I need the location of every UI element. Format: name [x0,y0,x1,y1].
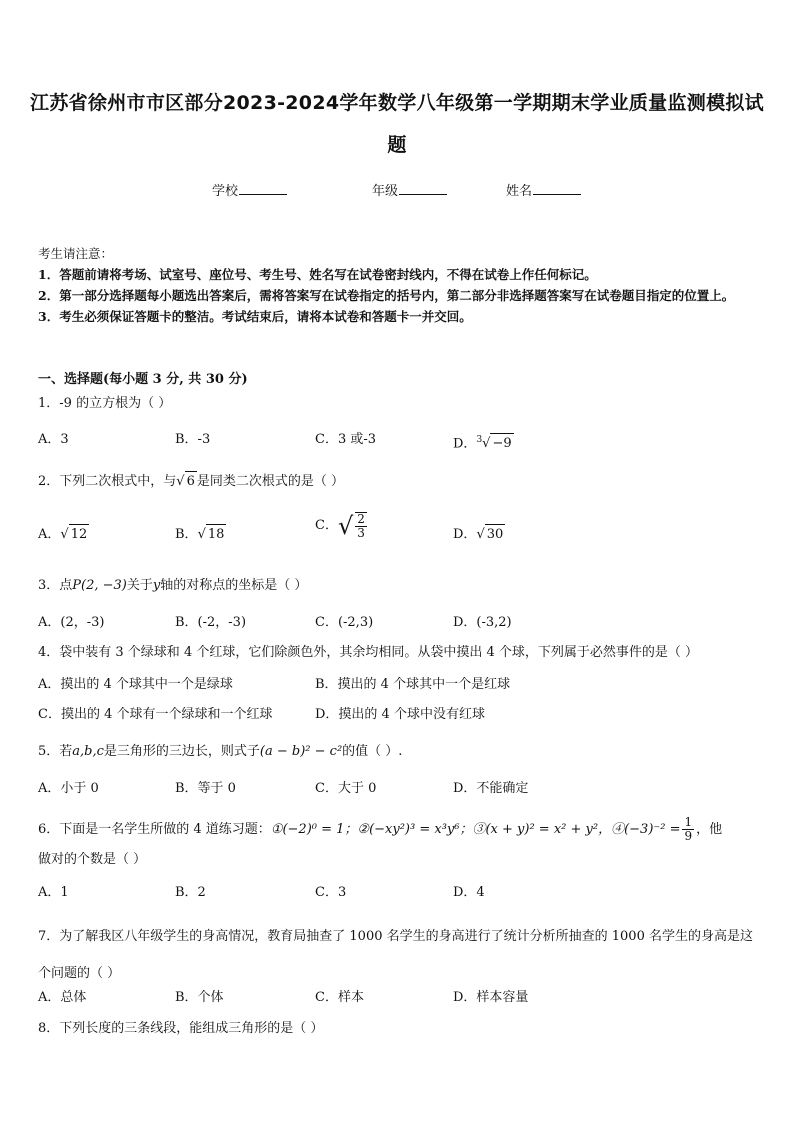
question-1-option-c[interactable]: C．3 或-3 [315,432,377,447]
question-5-stem [38,742,760,762]
question-2-option-b[interactable] [175,524,226,545]
question-3-pre: 3．点 [38,578,73,593]
question-5-option-b[interactable]: B．等于 0 [175,781,236,796]
question-7-option-a[interactable]: A．总体 [38,990,87,1005]
question-2-option-c[interactable] [315,512,369,540]
question-3-mid: 关于 [126,578,153,593]
question-2-option-c-sqrt-sign: √ [337,512,354,540]
question-5-option-a[interactable]: A．小于 0 [38,781,99,796]
question-6-exercise-1: ①(−2)⁰ = 1； [270,822,358,837]
school-label: 学校 [212,184,239,199]
notice-item-2: 2．第一部分选择题每小题选出答案后，需将答案写在试卷指定的括号内，第二部分非选择题答案写在试卷题目指定的位置上。 [38,288,735,303]
question-4-stem: 4．袋中装有 3 个绿球和 4 个红球，它们除颜色外，其余均相同。从袋中摸出 4 个球，下列属于必然事件的是（ ） [38,645,699,660]
question-7-option-c[interactable]: C．样本 [315,990,364,1005]
question-7-option-b[interactable]: B．个体 [175,990,224,1005]
question-2-option-b-radical: √ 18 [198,524,227,545]
question-2-option-b-prefix: B． [175,527,198,542]
notice-block [38,243,760,327]
question-2-option-c-fraction: $\frac{2}{3}$ [357,512,365,540]
question-2-option-d[interactable] [453,524,505,545]
exam-title-line1: 江苏省徐州市市区部分2023-2024学年数学八年级第一学期期末学业质量监测模拟试 [30,92,764,114]
question-3-option-a[interactable]: A．(2，-3) [38,615,105,630]
question-7-stem: 7．为了解我区八年级学生的身高情况，教育局抽查了 1000 名学生的身高进行了统计分析所抽查的 1000 名学生的身高是这个问题的（ ） [38,929,753,981]
question-2-option-a-radical: √ 12 [60,524,89,545]
question-6-line-2: 做对的个数是（ ） [38,852,147,867]
question-6-exercise-3: ③(x + y)² = x² + y²， [472,822,612,837]
grade-label: 年级 [372,184,399,199]
question-6-option-d[interactable]: D．4 [453,885,485,900]
question-3-post: 轴的对称点的坐标是（ ） [160,578,308,593]
notice-item-1: 1．答题前请将考场、试室号、座位号、考生号、姓名写在试卷密封线内，不得在试卷上作任何标记。 [38,267,597,282]
question-5-vars: a,b,c [72,744,104,759]
cube-root-index: 3 [476,435,483,445]
question-3-option-b[interactable]: B．(-2，-3) [175,615,247,630]
school-blank[interactable] [239,182,287,195]
question-3-axis: y [152,578,161,593]
question-4-option-a[interactable]: A．摸出的 4 个球其中一个是绿球 [38,677,233,692]
question-6-exercise-4-fraction: $\frac{1}{9}$ [684,815,693,843]
question-2-stem [38,471,760,492]
question-1-option-a[interactable]: A．3 [38,432,69,447]
question-2-option-d-radical: √ 30 [476,524,505,545]
question-2-option-d-prefix: D． [453,527,477,542]
question-5-post: 的值（ ）. [342,744,403,759]
question-2-option-c-prefix: C． [315,518,338,533]
question-4-option-c[interactable]: C．摸出的 4 个球有一个绿球和一个红球 [38,707,273,722]
question-3-option-c[interactable]: C．(-2,3) [315,615,374,630]
question-5-option-d[interactable]: D．不能确定 [453,781,529,796]
question-6-option-a[interactable]: A．1 [38,885,69,900]
question-1-stem: 1．-9 的立方根为（ ） [38,396,172,411]
cube-root-radical: √ −9 [482,433,513,454]
question-6-stem [38,816,760,843]
question-3-point: P(2, −3) [72,578,127,593]
notice-item-3: 3．考生必须保证答题卡的整洁。考试结束后，请将本试卷和答题卡一并交回。 [38,309,472,324]
question-2-option-a-prefix: A． [38,527,61,542]
question-1-option-d[interactable] [453,430,514,454]
question-6-post: ，他 [696,822,723,837]
question-4-option-b[interactable]: B．摸出的 4 个球其中一个是红球 [315,677,511,692]
question-5-pre: 5．若 [38,744,73,759]
question-6-exercise-4: ④(−3)⁻² = [611,822,681,837]
question-6-exercise-2: ②(−xy²)³ = x³y⁶； [357,822,473,837]
question-4-option-d[interactable]: D．摸出的 4 个球中没有红球 [315,707,485,722]
question-8-stem: 8．下列长度的三条线段，能组成三角形的是（ ） [38,1021,324,1036]
question-6-pre: 6．下面是一名学生所做的 4 道练习题： [38,822,271,837]
question-5-mid: 是三角形的三边长，则式子 [103,744,260,759]
question-3-option-d[interactable]: D．(-3,2) [453,615,512,630]
question-2-post: 是同类二次根式的是（ ） [196,474,344,489]
question-2-pre: 2．下列二次根式中，与 [38,474,177,489]
question-2-radical: √ 6 [176,471,197,492]
name-field[interactable] [506,180,581,199]
question-1-option-d-prefix: D． [453,436,477,452]
question-5-option-c[interactable]: C．大于 0 [315,781,377,796]
question-5-expression: (a − b)² − c² [259,744,343,759]
question-3-stem [38,576,760,596]
exam-title-line2: 题 [387,134,407,156]
question-6-option-c[interactable]: C．3 [315,885,347,900]
notice-heading: 考生请注意： [38,246,114,261]
question-1-option-b[interactable]: B．-3 [175,432,211,447]
name-blank[interactable] [533,182,581,195]
name-label: 姓名 [506,184,533,199]
grade-field[interactable] [372,180,447,199]
question-2-option-a[interactable] [38,524,89,545]
question-7-option-d[interactable]: D．样本容量 [453,990,529,1005]
school-field[interactable] [212,180,287,199]
section-heading: 一、选择题(每小题 3 分, 共 30 分) [38,372,248,387]
grade-blank[interactable] [399,182,447,195]
question-6-option-b[interactable]: B．2 [175,885,206,900]
